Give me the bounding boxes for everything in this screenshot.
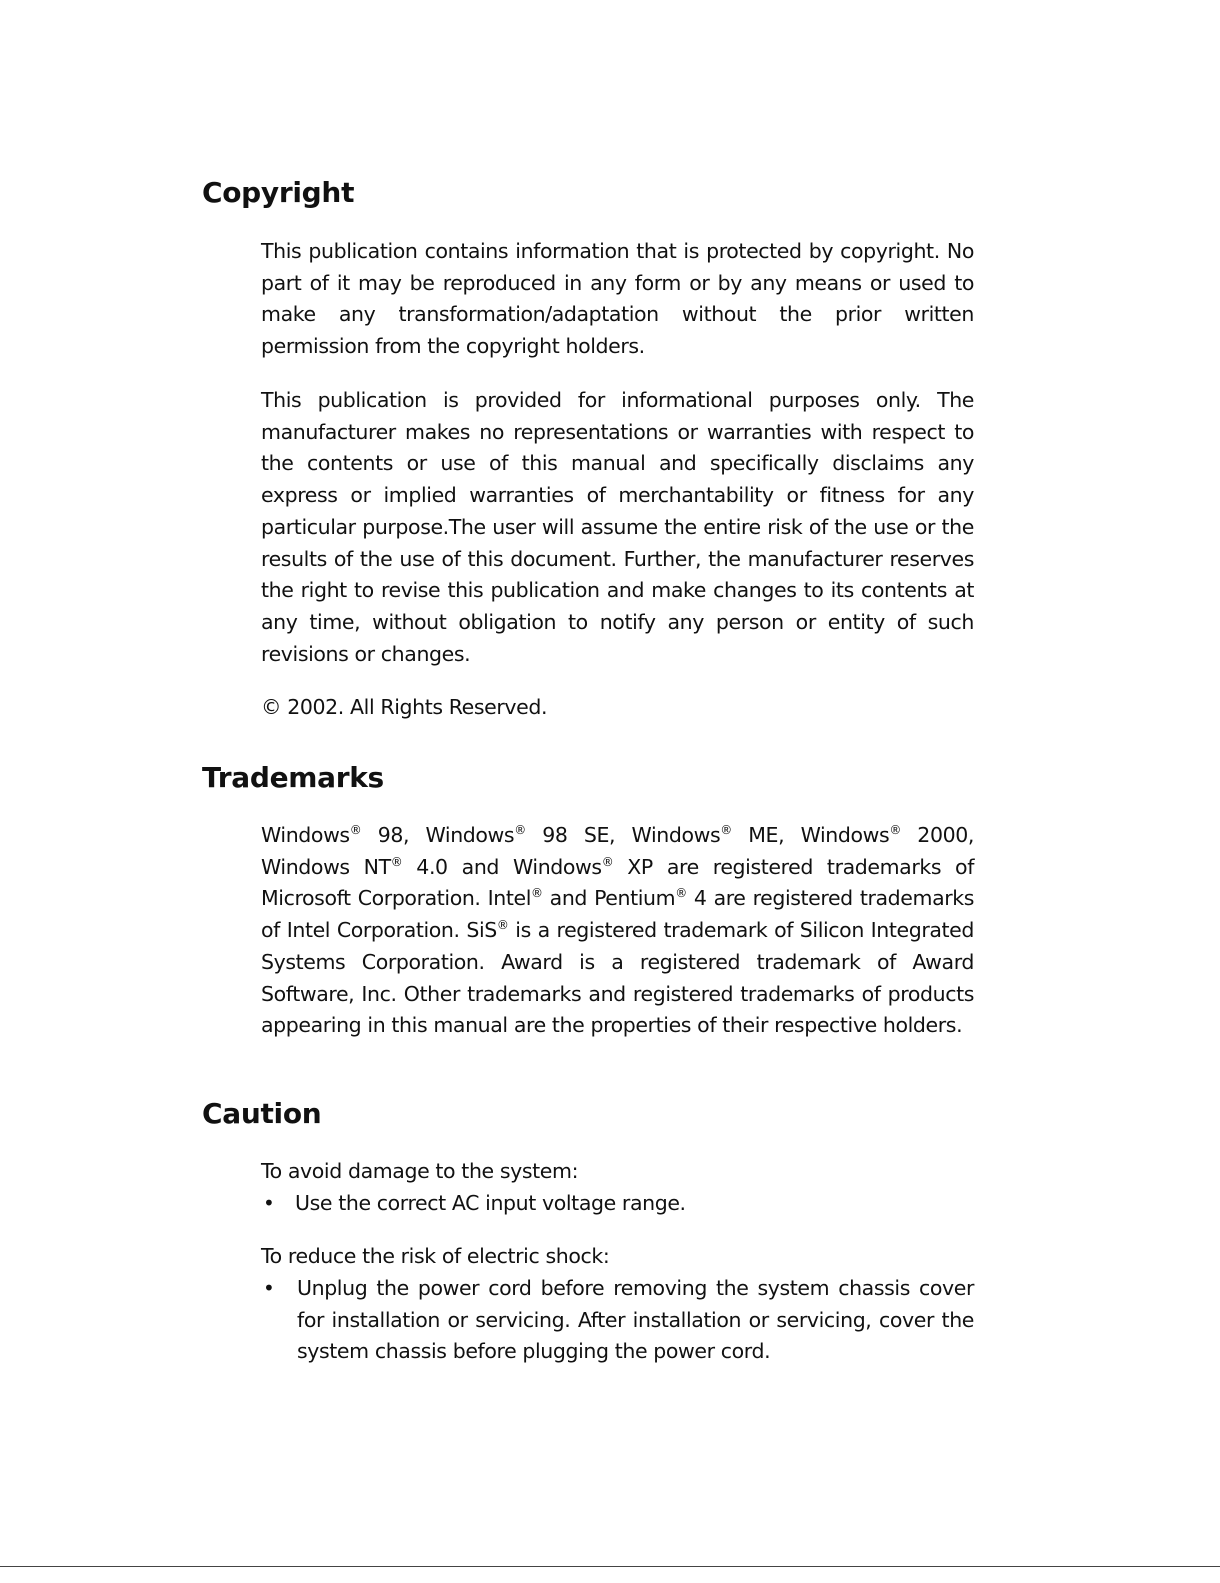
copyright-paragraph-1: This publication contains information that is protected by copyright. No part of it may be reproduced in any form or by any means or used to make any transformation/adaptation without the prior written permission from the copyright holders. bbox=[261, 239, 974, 359]
caution-item-text: Unplug the power cord before removing the system chassis cover for installation or servicing. After installation or servicing, cover the system chassis before plugging the power cord. bbox=[297, 1276, 974, 1364]
registered-mark: ® bbox=[349, 823, 362, 838]
trademark-text: Windows bbox=[261, 823, 350, 847]
caution-item-text: Use the correct AC input voltage range. bbox=[295, 1191, 686, 1215]
caution-heading: Caution bbox=[202, 1097, 322, 1130]
page-bottom-rule bbox=[0, 1566, 1220, 1567]
registered-mark: ® bbox=[390, 854, 403, 869]
copyright-paragraph-2: This publication is provided for informational purposes only. The manufacturer makes no representations or warranties with respect to the contents or use of this manual and specifically disclaims any express or implied warranties of merchantability or fitness for any particular purpose.The user will assume the entire risk of the use or the results of the use of this document. Further, the manufacturer reserves the right to revise this publication and make changes to its contents at any time, without obligation to notify any person or entity of such revisions or changes. bbox=[261, 388, 974, 666]
registered-mark: ® bbox=[675, 886, 687, 901]
trademark-text: XP are registered trademarks of Microsoft Corporation. Intel bbox=[261, 854, 975, 911]
trademark-text: is a registered trademark of Silicon Integrated Systems Corporation. Award is a registered trademark of Award Software, Inc. Other trademarks and registered trademarks of products appearing in this manual are the properties of their respective holders. bbox=[261, 918, 975, 1038]
caution-list-item bbox=[261, 1188, 974, 1220]
registered-mark: ® bbox=[601, 854, 614, 869]
registered-mark: ® bbox=[496, 918, 509, 933]
registered-mark: ® bbox=[531, 886, 543, 901]
caution-intro-damage: To avoid damage to the system: bbox=[261, 1159, 579, 1183]
trademark-text: and Pentium bbox=[542, 886, 676, 911]
trademark-text: 98 SE, Windows bbox=[525, 823, 721, 847]
trademarks-heading: Trademarks bbox=[202, 761, 384, 794]
bullet-icon: • bbox=[263, 1191, 275, 1215]
registered-mark: ® bbox=[720, 823, 732, 838]
trademark-text: 4.0 and Windows bbox=[402, 854, 602, 879]
rights-reserved-text: © 2002. All Rights Reserved. bbox=[261, 695, 548, 719]
trademark-text: 4 are registered trademarks of Intel Corporation. SiS bbox=[261, 886, 975, 943]
trademark-text: 98, Windows bbox=[361, 823, 515, 847]
registered-mark: ® bbox=[514, 823, 526, 838]
registered-mark: ® bbox=[889, 823, 901, 838]
trademark-text: 2000, Windows NT bbox=[261, 823, 974, 879]
trademark-text: ME, Windows bbox=[731, 823, 890, 847]
copyright-heading: Copyright bbox=[202, 176, 355, 209]
caution-intro-shock: To reduce the risk of electric shock: bbox=[261, 1244, 610, 1268]
caution-list-item bbox=[261, 1273, 974, 1368]
trademarks-paragraph bbox=[261, 820, 974, 1042]
bullet-icon: • bbox=[263, 1276, 275, 1300]
